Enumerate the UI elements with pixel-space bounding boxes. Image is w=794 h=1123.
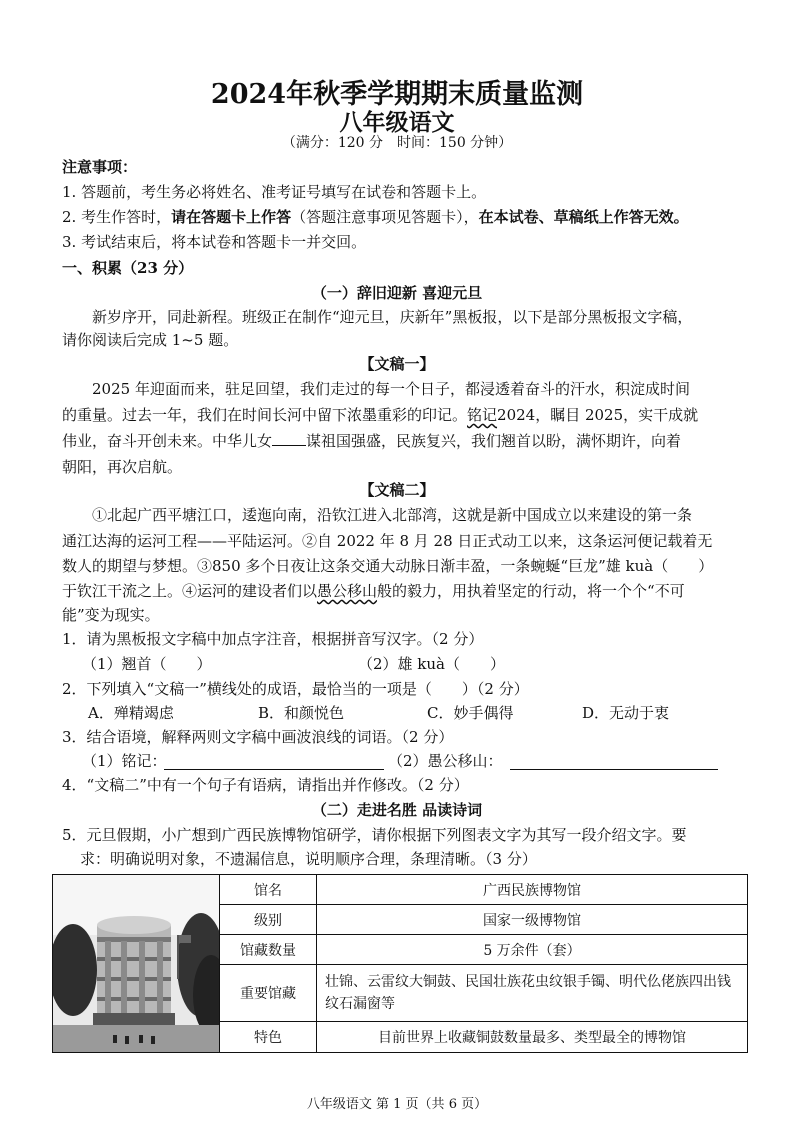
- q3-label-a: （1）铭记：: [82, 752, 167, 770]
- draft1-title: 【文稿一】: [359, 355, 435, 373]
- q1-answer-a[interactable]: （1）翘首（ ）: [82, 655, 212, 673]
- q5-line-2: 求：明确说明对象，不遗漏信息，说明顺序合理，条理清晰。（3 分）: [80, 850, 537, 868]
- draft1-line-1: 2025 年迎面而来，驻足回望，我们走过的每一个日子，都浸透着奋斗的汗水，积淀成时间: [92, 380, 690, 398]
- exam-subject: 八年级语文: [339, 109, 455, 136]
- part1-title: （一）辞旧迎新 喜迎元旦: [311, 284, 483, 302]
- q4-stem: 4．“文稿二”中有一个句子有语病，请指出并作修改。（2 分）: [62, 776, 469, 794]
- table-label-level: 级别: [220, 905, 317, 935]
- draft2-line-1: ①北起广西平塘江口，逶迤向南，沿钦江进入北部湾，这就是新中国成立以来建设的第一条: [92, 506, 693, 524]
- table-value-name: 广西民族博物馆: [317, 875, 748, 905]
- q2-option-a[interactable]: A．殚精竭虑: [88, 704, 174, 722]
- table-label-count: 馆藏数量: [220, 935, 317, 965]
- part2-title: （二）走进名胜 品读诗词: [311, 801, 483, 819]
- notes-item-2-c: （答题注意事项见答题卡），: [291, 208, 479, 226]
- intro-line-1: 新岁序开，同赴新程。班级正在制作“迎元旦，庆新年”黑板报，以下是部分黑板报文字稿，: [92, 308, 693, 326]
- section-heading: 一、积累（23 分）: [62, 259, 194, 277]
- q2-option-d[interactable]: D．无动于衷: [582, 704, 670, 722]
- table-label-collection: 重要馆藏: [220, 965, 317, 1021]
- q5-line-1: 5．元旦假期，小广想到广西民族博物馆研学，请你根据下列图表文字为其写一段介绍文字。要: [62, 826, 687, 844]
- q3-answer-line-b[interactable]: [510, 769, 718, 770]
- notes-item-2: [62, 208, 689, 226]
- page-footer: 八年级语文 第 1 页（共 6 页）: [306, 1097, 488, 1112]
- q3-label-b: （2）愚公移山：: [388, 752, 503, 770]
- notes-item-2-d: 在本试卷、草稿纸上作答无效。: [478, 208, 689, 226]
- notes-heading: 注意事项：: [62, 158, 138, 176]
- wavy-word-yugong: 愚公移山: [317, 582, 378, 600]
- table-row: [53, 875, 748, 905]
- draft2-line-5: 能”变为现实。: [62, 606, 160, 624]
- notes-item-1: 1. 答题前，考生务必将姓名、准考证号填写在试卷和答题卡上。: [62, 183, 487, 201]
- draft1-line-2: [62, 406, 698, 424]
- draft2-line-4-a: 于钦江干流之上。④运河的建设者们以: [62, 582, 318, 600]
- table-label-feature: 特色: [220, 1021, 317, 1052]
- exam-meta: （满分：120 分 时间：150 分钟）: [281, 135, 513, 151]
- table-value-feature: 目前世界上收藏铜鼓数量最多、类型最全的博物馆: [317, 1021, 748, 1052]
- table-value-collection: 壮锦、云雷纹大铜鼓、民国壮族花虫纹银手镯、明代仫佬族四出钱纹石漏窗等: [317, 965, 748, 1021]
- draft1-line-3: [62, 432, 681, 450]
- q1-stem: 1．请为黑板报文字稿中加点字注音，根据拼音写汉字。（2 分）: [62, 630, 484, 648]
- wavy-word-mingji: 铭记: [467, 406, 498, 424]
- q1-answer-b[interactable]: （2）雄 kuà（ ）: [358, 655, 506, 673]
- q2-option-b[interactable]: B．和颜悦色: [258, 704, 345, 722]
- table-value-count: 5 万余件（套）: [317, 935, 748, 965]
- table-label-name: 馆名: [220, 875, 317, 905]
- draft1-line-2-c: 2024，瞩目 2025，实干成就: [497, 406, 699, 424]
- draft2-line-4-c: 般的毅力，用执着坚定的行动，将一个个“不可: [377, 582, 685, 600]
- museum-photo: [53, 875, 219, 1052]
- exam-title: 2024年秋季学期期末质量监测: [210, 79, 584, 110]
- notes-item-2-a: 2. 考生作答时，: [62, 208, 172, 226]
- draft2-line-3: 数人的期望与梦想。③850 多个日夜让这条交通大动脉日渐丰盈，一条蜿蜒“巨龙”雄 kuà（ ）: [62, 557, 714, 575]
- museum-photo-cell: [53, 875, 220, 1053]
- draft1-line-3-a: 伟业，奋斗开创未来。中华儿女: [62, 432, 273, 450]
- draft1-line-2-a: 的重量。过去一年，我们在时间长河中留下浓墨重彩的印记。: [62, 406, 468, 424]
- q3-answer-line-a[interactable]: [164, 769, 384, 770]
- draft1-line-3-b: 谋祖国强盛，民族复兴，我们翘首以盼，满怀期许，向着: [306, 432, 682, 450]
- q2-option-c[interactable]: C．妙手偶得: [427, 704, 514, 722]
- fill-blank[interactable]: [272, 432, 306, 446]
- draft2-line-2: 通江达海的运河工程——平陆运河。②自 2022 年 8 月 28 日正式动工以来，这条运河便记载着无: [62, 532, 713, 550]
- q2-stem: 2．下列填入“文稿一”横线处的成语，最恰当的一项是（ ）（2 分）: [62, 680, 529, 698]
- draft1-line-4: 朝阳，再次启航。: [62, 458, 183, 476]
- draft2-title: 【文稿二】: [359, 481, 435, 499]
- q3-stem: 3．结合语境，解释两则文字稿中画波浪线的词语。（2 分）: [62, 728, 454, 746]
- draft2-line-4: [62, 582, 685, 600]
- notes-item-3: 3. 考试结束后，将本试卷和答题卡一并交回。: [62, 233, 367, 251]
- table-value-level: 国家一级博物馆: [317, 905, 748, 935]
- museum-info-table: [52, 874, 748, 1053]
- notes-item-2-b: 请在答题卡上作答: [171, 208, 292, 226]
- intro-line-2: 请你阅读后完成 1~5 题。: [62, 331, 239, 349]
